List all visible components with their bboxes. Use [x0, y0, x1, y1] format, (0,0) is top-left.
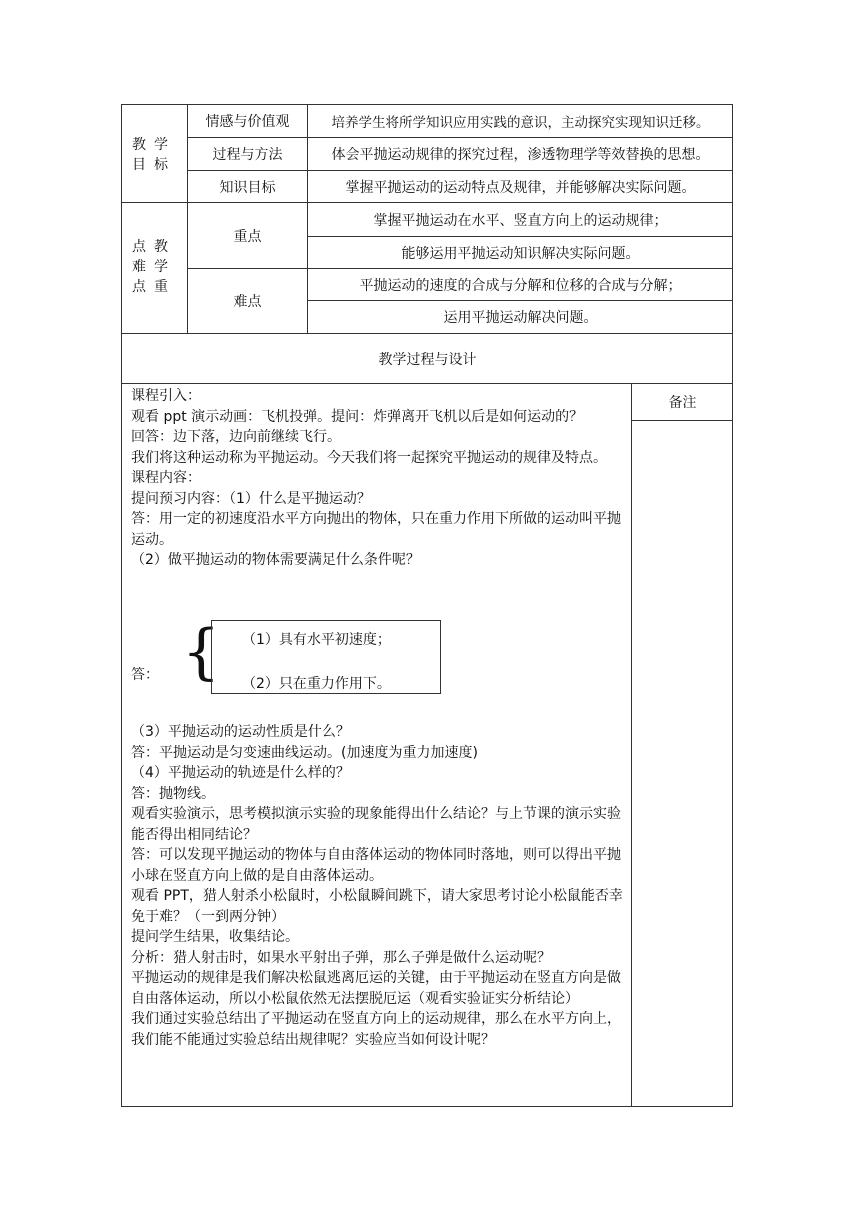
goal-row-knowledge-text: 掌握平抛运动的运动特点及规律，并能够解决实际问题。 — [345, 179, 696, 196]
lesson-content-after — [131, 722, 623, 1050]
difficult-item: 平抛运动的速度的合成与分解和位移的合成与分解； — [359, 277, 682, 294]
content-line: 课程内容： — [131, 470, 201, 486]
goal-row-emotion-text: 培养学生将所学知识应用实践的意识，主动探究实现知识迁移。 — [331, 115, 710, 131]
goal-row-emotion-label: 情感与价值观 — [205, 114, 290, 130]
content-line: 我们将这种运动称为平抛运动。今天我们将一起探究平抛运动的规律及特点。 — [131, 449, 607, 466]
condition-item: （2）只在重力作用下。 — [242, 676, 391, 692]
important-item: 掌握平抛运动在水平、竖直方向上的运动规律； — [373, 212, 668, 229]
conditions-box — [211, 620, 441, 694]
content-line: 观看 ppt 演示动画：飞机投弹。提问：炸弹离开飞机以后是如何运动的？ — [131, 408, 584, 425]
difficult-item: 运用平抛运动解决问题。 — [443, 310, 598, 326]
goals-section-label — [126, 135, 182, 175]
answer-label: 答： — [131, 667, 159, 683]
goals-label-col1: 目标 — [132, 157, 176, 173]
content-line: （2）做平抛运动的物体需要满足什么条件呢？ — [131, 552, 420, 568]
content-line: （4）平抛运动的轨迹是什么样的？ — [131, 765, 350, 781]
goals-label-col2: 教学 — [132, 137, 176, 153]
goal-row-process-label: 过程与方法 — [212, 147, 283, 163]
key-points-section-label — [126, 237, 182, 297]
goal-row-knowledge-label: 知识目标 — [219, 179, 276, 196]
content-line: 分析：猎人射击时，如果水平射出子弹，那么子弹是做什么运动呢？ — [131, 949, 551, 966]
key-points-label-c: 点重 — [132, 279, 176, 295]
remarks-label: 备注 — [668, 395, 697, 411]
content-line: 观看实验演示，思考模拟演示实验的现象能得出什么结论？与上节课的演示实验能否得出相同结论？ — [131, 806, 621, 843]
process-title: 教学过程与设计 — [378, 351, 477, 368]
condition-item: （1）具有水平初速度； — [242, 632, 391, 648]
key-points-label-a: 点教 — [132, 239, 176, 255]
content-line: 观看 PPT，猎人射杀小松鼠时，小松鼠瞬间跳下，请大家思考讨论小松鼠能否幸免于难？（一到两分钟） — [131, 888, 623, 925]
content-line: 平抛运动的规律是我们解决松鼠逃离厄运的关键，由于平抛运动在竖直方向是做自由落体运动，所以小松鼠依然无法摆脱厄运（观看实验证实分析结论） — [131, 970, 621, 1007]
difficult-label: 难点 — [233, 294, 262, 310]
content-line: 答：平抛运动是匀变速曲线运动。(加速度为重力加速度) — [131, 744, 478, 761]
content-line: 我们通过实验总结出了平抛运动在竖直方向上的运动规律，那么在水平方向上，我们能不能通过实验总结出规律呢？实验应当如何设计呢？ — [131, 1011, 621, 1048]
row-divider — [631, 420, 733, 421]
important-item: 能够运用平抛运动知识解决实际问题。 — [401, 245, 640, 262]
content-line: 回答：边下落，边向前继续飞行。 — [131, 429, 341, 445]
column-divider — [631, 383, 632, 1107]
brace-symbol: { — [182, 617, 221, 687]
content-line: 答：抛物线。 — [131, 785, 215, 802]
content-line: 课程引入： — [131, 388, 201, 404]
content-line: 答：可以发现平抛运动的物体与自由落体运动的物体同时落地，则可以得出平抛小球在竖直方向上做的是自由落体运动。 — [131, 847, 621, 884]
content-line: 提问学生结果，收集结论。 — [131, 929, 299, 945]
goal-row-process-text: 体会平抛运动规律的探究过程，渗透物理学等效替换的思想。 — [331, 147, 710, 163]
content-line: （3）平抛运动的运动性质是什么？ — [131, 724, 350, 740]
content-line: 答：用一定的初速度沿水平方向抛出的物体，只在重力作用下所做的运动叫平抛运动。 — [131, 511, 621, 548]
lesson-content-before — [131, 386, 623, 571]
important-label: 重点 — [233, 228, 262, 245]
key-points-label-b: 难学 — [132, 259, 176, 275]
content-line: 提问预习内容：（1）什么是平抛运动？ — [131, 490, 371, 507]
